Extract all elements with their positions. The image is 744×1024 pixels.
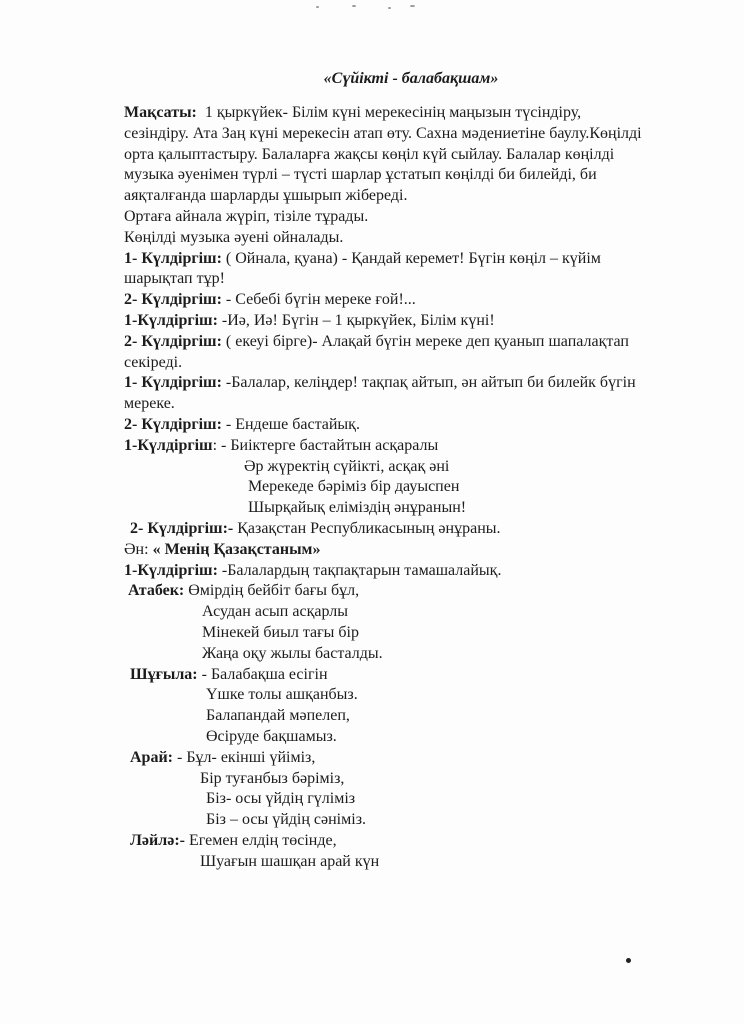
scan-speck — [352, 5, 356, 7]
goal-label: Мақсаты: — [124, 104, 197, 121]
dialogue-line — [124, 290, 704, 311]
poem-line: Әр жүректің сүйікті, асқақ әні — [244, 457, 450, 475]
verse-line: Балапандай мәпелеп, — [206, 707, 350, 725]
verse-line: Біз- осы үйдің гүліміз — [206, 790, 356, 808]
verse-line: Мінекей биыл тағы бір — [202, 623, 359, 641]
song-title: « Менің Қазақстаным» — [152, 540, 321, 558]
scan-speck — [410, 5, 415, 7]
speaker-label: 2- Күлдіргіш: — [124, 332, 222, 350]
document-title: «Сүйікті - балабақшам» — [323, 70, 499, 87]
goal-line — [124, 103, 704, 124]
verse-text: - Бұл- екінші үйіміз, — [173, 748, 316, 766]
dialogue-text: : - Биіктерге бастайтын асқаралы — [212, 436, 439, 454]
dialogue-text: -Балалар, келіңдер! тақпақ айтып, ән айтып би билейк бүгін — [221, 374, 636, 392]
dialogue-line — [124, 415, 704, 436]
speaker-label: 2- Күлдіргіш: — [124, 291, 222, 309]
scan-mark — [626, 958, 631, 963]
text-line: Көңілді музыка әуені ойналады. — [124, 228, 344, 246]
dialogue-text: - Ендеше бастайық. — [221, 415, 360, 433]
verse-line — [124, 831, 704, 852]
dialogue-line — [124, 269, 704, 290]
verse-text: - Балабақша есігін — [197, 665, 328, 683]
dialogue-line — [124, 311, 704, 332]
scan-speck — [388, 7, 391, 9]
document-body — [124, 103, 704, 872]
dialogue-line — [124, 436, 704, 457]
text-line: орта қалыптастыру. Балаларға жақсы көңіл күй сыйлау. Балалар көңілді — [124, 145, 615, 163]
verse-line: Біз – осы үйдің сәніміз. — [206, 811, 367, 829]
dialogue-line — [124, 561, 704, 582]
speaker-label: 1- Күлдіргіш: — [124, 374, 222, 392]
dialogue-text: - Себебі бүгін мереке ғой!... — [221, 291, 416, 309]
verse-line: Өсіруде бақшамыз. — [206, 727, 337, 745]
speaker-label: Шұғыла: — [130, 665, 198, 683]
verse-line: Бір туғанбыз бәріміз, — [200, 769, 345, 787]
text-line: Ортаға айнала жүріп, тізіле тұрады. — [124, 207, 369, 225]
text-line: музыка әуенімен түрлі – түсті шарлар ұстатып көңілді би билейді, би — [124, 166, 597, 184]
speaker-label: Ләйлә:- — [130, 831, 185, 849]
speaker-label: 1-Күлдіргіш: — [124, 311, 218, 329]
dialogue-text: шарықтап тұр! — [124, 270, 225, 288]
poem-line: Шырқайық еліміздің әнұранын! — [248, 499, 467, 517]
dialogue-line — [124, 394, 704, 415]
dialogue-text: Қазақстан Республикасының әнұраны. — [233, 519, 501, 537]
speaker-label: 1- Күлдіргіш: — [124, 249, 222, 267]
dialogue-line — [124, 332, 704, 353]
dialogue-text: -Балалардың тақпақтарын тамашалайық. — [217, 561, 502, 579]
verse-line: Шуағын шашқан арай күн — [200, 852, 380, 870]
verse-line: Жаңа оқу жылы басталды. — [202, 644, 383, 662]
song-line — [124, 540, 704, 561]
verse-text: Өмірдің бейбіт бағы бұл, — [184, 582, 360, 600]
dialogue-line — [124, 373, 704, 394]
speaker-label: 2- Күлдіргіш: — [124, 415, 222, 433]
verse-text: Егемен елдің төсінде, — [184, 831, 337, 849]
dialogue-text: -Иә, Иә! Бүгін – 1 қыркүйек, Білім күні! — [217, 311, 495, 329]
verse-line — [124, 665, 704, 686]
verse-line: Үшке толы ашқанбыз. — [206, 686, 358, 704]
speaker-label: Арай: — [130, 748, 173, 766]
goal-text: 1 қыркүйек- Білім күні мерекесінің маңызын түсіндіру, — [204, 104, 582, 121]
verse-line — [124, 581, 704, 602]
dialogue-text: мереке. — [124, 395, 175, 413]
text-line: сезіндіру. Ата Заң күні мерекесін атап өту. Сахна мәдениетіне баулу.Көңілді — [124, 124, 642, 142]
anthem-line — [124, 519, 704, 540]
poem-line: Мерекеде бәріміз бір дауыспен — [248, 478, 460, 496]
speaker-label: 1-Күлдіргіш — [124, 436, 213, 454]
speaker-label: 2- Күлдіргіш:- — [130, 519, 234, 537]
song-prefix: Ән: — [124, 540, 153, 558]
dialogue-line — [124, 353, 704, 374]
speaker-label: 1-Күлдіргіш: — [124, 561, 218, 579]
scan-speck — [316, 6, 319, 8]
dialogue-line — [124, 249, 704, 270]
dialogue-text: секіреді. — [124, 353, 183, 371]
verse-line — [124, 748, 704, 769]
verse-line: Асудан асып асқарлы — [202, 603, 348, 621]
dialogue-text: ( Ойнала, қуана) - Қандай керемет! Бүгін көңіл – күйім — [221, 249, 601, 267]
speaker-label: Атабек: — [128, 582, 185, 600]
dialogue-text: ( екеуі бірге)- Алақай бүгін мереке деп қуанып шапалақтап — [221, 332, 629, 350]
text-line: аяқталғанда шарларды ұшырып жібереді. — [124, 187, 408, 205]
